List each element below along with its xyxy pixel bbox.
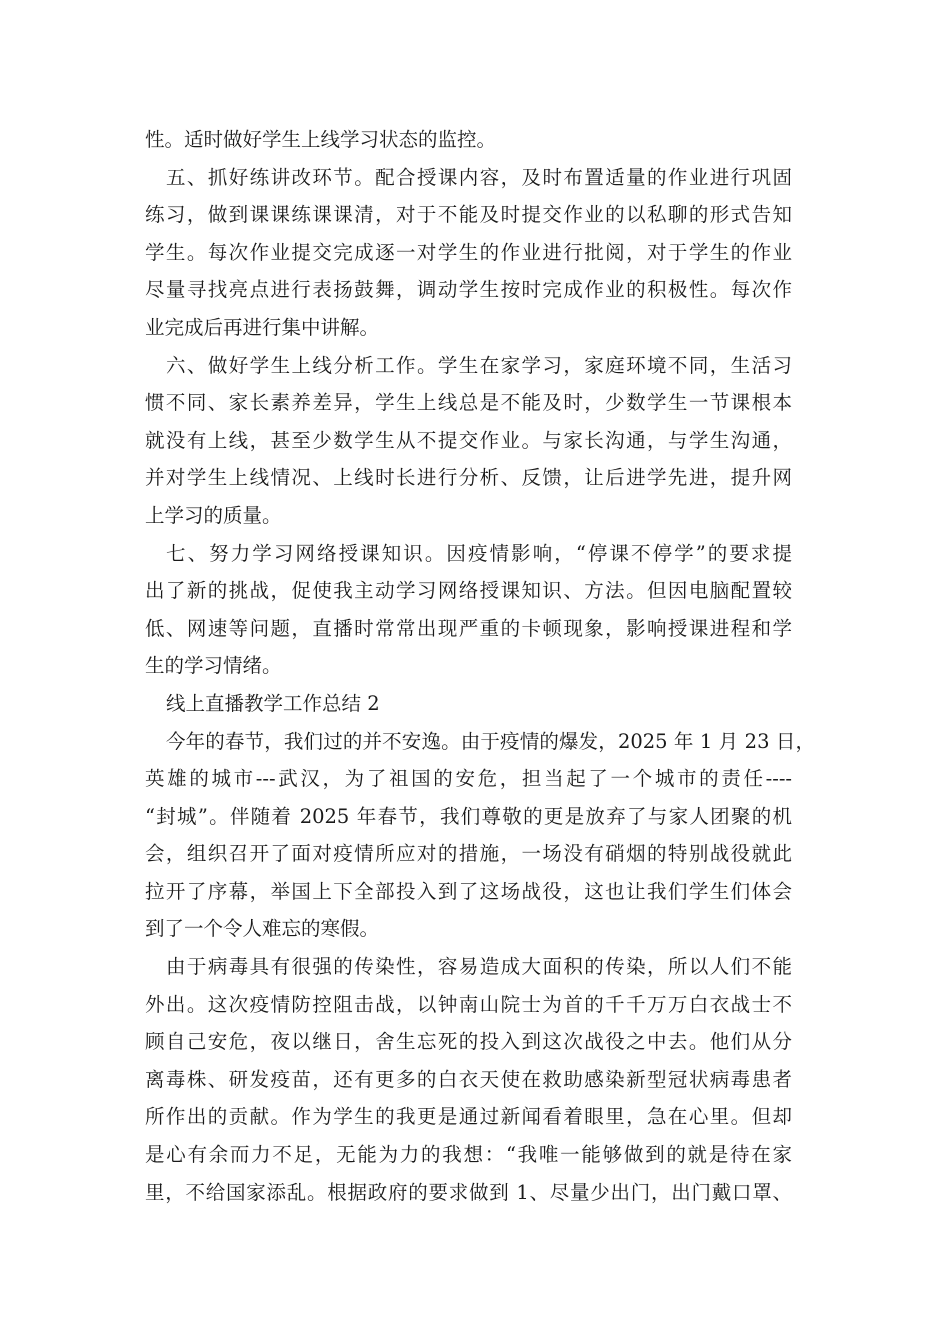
text-line: 线上直播教学工作总结 2	[166, 691, 380, 715]
text-line: 七、努力学习网络授课知识。因疫情影响，“停课不停学”的要求提	[166, 541, 792, 565]
text-line: 惯不同、家长素养差异，学生上线总是不能及时，少数学生一节课根本	[145, 391, 792, 415]
text-line: 低、网速等问题，直播时常常出现严重的卡顿现象，影响授课进程和学	[145, 616, 792, 640]
text-line: 出了新的挑战，促使我主动学习网络授课知识、方法。但因电脑配置较	[145, 579, 792, 603]
text-line: 五、抓好练讲改环节。配合授课内容，及时布置适量的作业进行巩固	[166, 165, 792, 189]
text-line: 尽量寻找亮点进行表扬鼓舞，调动学生按时完成作业的积极性。每次作	[145, 278, 792, 302]
text-line: 就没有上线，甚至少数学生从不提交作业。与家长沟通，与学生沟通，	[145, 428, 792, 452]
text-line: 外出。这次疫情防控阻击战，以钟南山院士为首的千千万万白衣战士不	[145, 992, 792, 1016]
text-line: 拉开了序幕，举国上下全部投入到了这场战役，这也让我们学生们体会	[145, 879, 792, 903]
text-line: 由于病毒具有很强的传染性，容易造成大面积的传染，所以人们不能	[166, 955, 792, 979]
text-line: 性。适时做好学生上线学习状态的监控。	[145, 128, 497, 151]
text-line: 离毒株、研发疫苗，还有更多的白衣天使在救助感染新型冠状病毒患者	[145, 1067, 792, 1091]
text-line: 所作出的贡献。作为学生的我更是通过新闻看着眼里，急在心里。但却	[145, 1105, 792, 1129]
text-line: 生的学习情绪。	[145, 654, 282, 678]
document-body	[145, 121, 815, 1211]
text-line: 里，不给国家添乱。根据政府的要求做到 1、尽量少出门，出门戴口罩、	[145, 1180, 792, 1204]
text-line: 是心有余而力不足，无能为力的我想：“我唯一能够做到的就是待在家	[145, 1143, 792, 1167]
text-line: 练习，做到课课练课课清，对于不能及时提交作业的以私聊的形式告知	[145, 203, 792, 227]
text-line: 学生。每次作业提交完成逐一对学生的作业进行批阅，对于学生的作业	[145, 240, 792, 264]
text-line: 顾自己安危，夜以继日，舍生忘死的投入到这次战役之中去。他们从分	[145, 1030, 792, 1054]
text-line: 今年的春节，我们过的并不安逸。由于疫情的爆发，2025 年 1 月 23 日，	[166, 729, 815, 753]
text-line: 并对学生上线情况、上线时长进行分析、反馈，让后进学先进，提升网	[145, 466, 792, 490]
text-line: 上学习的质量。	[145, 503, 282, 527]
text-line: 到了一个令人难忘的寒假。	[145, 917, 380, 941]
text-line: 六、做好学生上线分析工作。学生在家学习，家庭环境不同，生活习	[166, 353, 792, 377]
text-line: 英雄的城市---武汉，为了祖国的安危，担当起了一个城市的责任----	[145, 767, 792, 791]
text-line: 会，组织召开了面对疫情所应对的措施，一场没有硝烟的特别战役就此	[145, 842, 792, 866]
text-line: 业完成后再进行集中讲解。	[145, 315, 380, 339]
text-line: “封城”。伴随着 2025 年春节，我们尊敬的更是放弃了与家人团聚的机	[145, 804, 792, 828]
